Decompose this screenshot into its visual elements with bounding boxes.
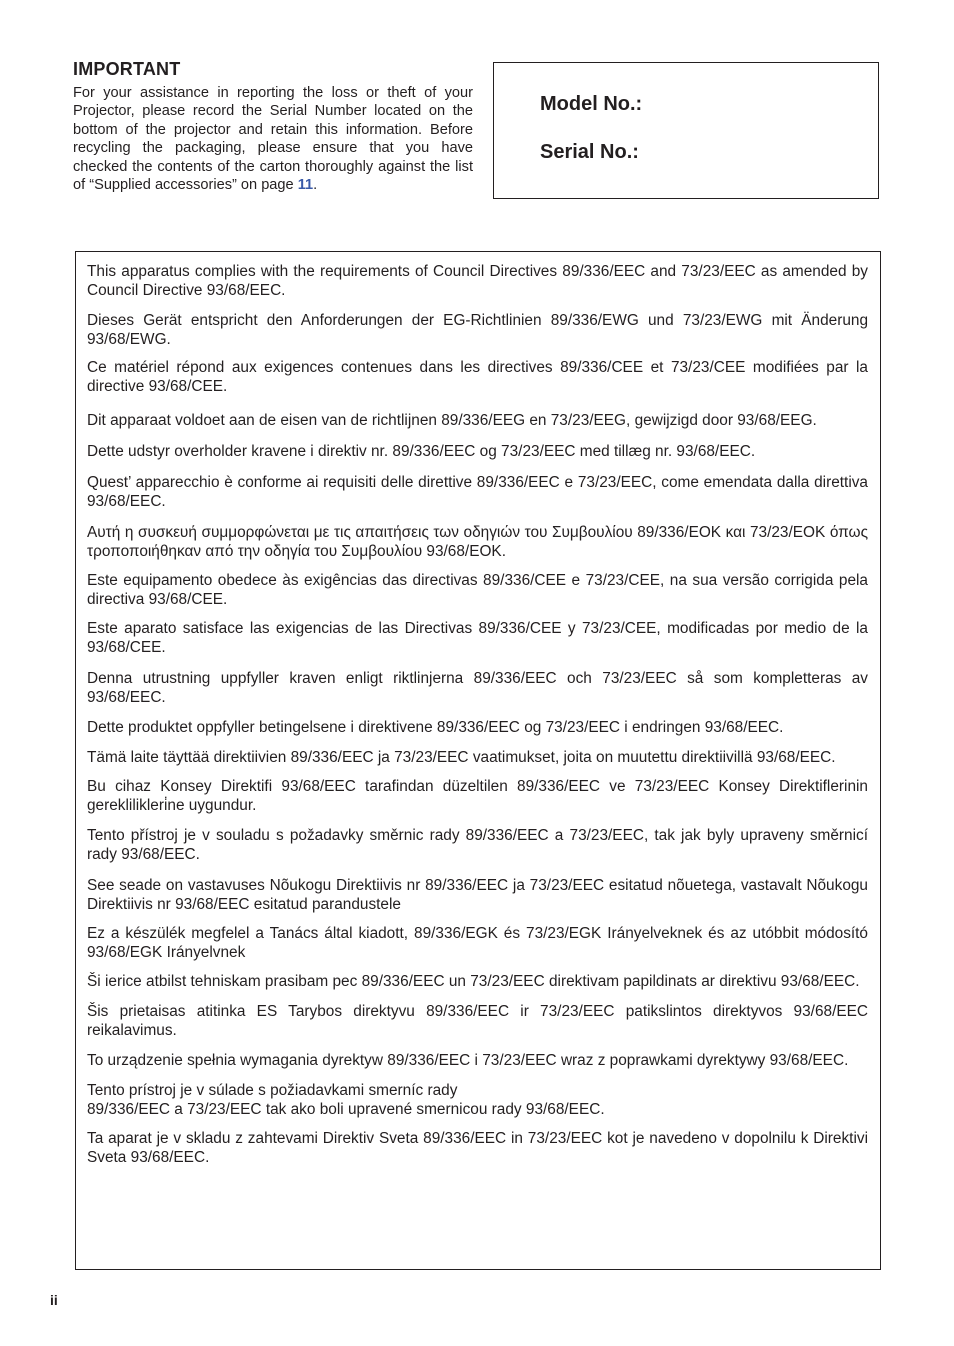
important-text-body: For your assistance in reporting the loss or theft of your Projector, please record the Serial Number located on the bottom of the projector and retain this information. Before recycling the packaging, please ensure that you have checked the contents of the carton thoroughly against the list of “Supplied accessories” on page bbox=[73, 85, 473, 194]
directive-lithuanian: Šis prietaisas atitinka ES Tarybos direktyvu 89/336/EEC ir 73/23/EEC patikslintos direktyvos 93/68/EEC reikalavimus. bbox=[87, 1003, 868, 1039]
important-notice bbox=[73, 59, 473, 194]
directive-finnish: Tämä laite täyttää direktiivien 89/336/EEC ja 73/23/EEC vaatimukset, joita on muutettu direktiivillä 93/68/EEC. bbox=[87, 749, 836, 766]
directive-polish: To urządzenie spełnia wymagania dyrektyw 89/336/EEC i 73/23/EEC wraz z poprawkami dyrektywy 93/68/EEC. bbox=[87, 1052, 849, 1069]
directive-dutch: Dit apparaat voldoet aan de eisen van de richtlijnen 89/336/EEG en 73/23/EEG, gewijzigd door 93/68/EEG. bbox=[87, 412, 817, 429]
model-number-label: Model No.: bbox=[540, 93, 643, 115]
directive-german: Dieses Gerät entspricht den Anforderungen der EG-Richtlinien 89/336/EWG und 73/23/EWG mit Änderung 93/68/EWG. bbox=[87, 312, 868, 348]
directive-danish: Dette udstyr overholder kravene i direktiv nr. 89/336/EEC og 73/23/EEC med tillæg nr. 93/68/EEC. bbox=[87, 443, 756, 460]
directive-hungarian: Ez a készülék megfelel a Tanács által kiadott, 89/336/EGK és 73/23/EGK Irányelveknek és az utóbbit módosító 93/68/EGK Irányelvnek bbox=[87, 925, 868, 961]
directive-greek: Αυτή η συσκευή συμμορφώνεται με τις απαιτήσεις των οδηγιών του Συμβουλίου 89/336/ΕΟΚ και 73/23/ΕΟΚ όπως τροποποιήθηκαν από την οδηγία του Συμβουλίου 93/68/ΕΟΚ. bbox=[87, 524, 868, 560]
directive-slovak: Tento prístroj je v súlade s požiadavkami smerníc rady 89/336/EEC a 73/23/EEC tak ako boli upravené smernicou rady 93/68/EEC. bbox=[87, 1082, 605, 1118]
directive-spanish: Este aparato satisface las exigencias de las Directivas 89/336/CEE y 73/23/CEE, modificadas por medio de la 93/68/CEE. bbox=[87, 620, 868, 656]
page-number: ii bbox=[50, 1292, 58, 1308]
directive-turkish: Bu cihaz Konsey Direktifi 93/68/EEC tarafindan düzeltilen 89/336/EEC ve 73/23/EEC Konsey Direktiflerinin gereklilikleri̇ne uygundur. bbox=[87, 778, 868, 814]
page-reference-link[interactable]: 11 bbox=[297, 177, 314, 194]
directive-latvian: Ši ierice atbilst tehniskam prasibam pec 89/336/EEC un 73/23/EEC direktivam papildinats ar direktivu 93/68/EEC. bbox=[87, 973, 860, 990]
directive-estonian: See seade on vastavuses Nõukogu Direktiivis nr 89/336/EEC ja 73/23/EEC esitatud nõuetega, vastavalt Nõukogu Direktiivis nr 93/68/EEC esitatud parandustele bbox=[87, 877, 868, 913]
model-serial-record-box bbox=[493, 62, 879, 199]
directive-norwegian: Dette produktet oppfyller betingelsene i direktivene 89/336/EEC og 73/23/EEC i endringen 93/68/EEC. bbox=[87, 719, 784, 736]
directive-french: Ce matériel répond aux exigences contenues dans les directives 89/336/CEE et 73/23/CEE modifiées par la directive 93/68/CEE. bbox=[87, 359, 868, 395]
important-text-end: . bbox=[313, 177, 318, 194]
directive-czech: Tento přístroj je v souladu s požadavky směrnic rady 89/336/EEC a 73/23/EEC, tak jak byly upraveny směrnicí rady 93/68/EEC. bbox=[87, 827, 868, 863]
eu-directives-box bbox=[75, 251, 881, 1270]
important-title: IMPORTANT bbox=[73, 59, 181, 79]
directive-swedish: Denna utrustning uppfyller kraven enligt riktlinjerna 89/336/EEC och 73/23/EEC så som kompletteras av 93/68/EEC. bbox=[87, 670, 868, 706]
important-text bbox=[73, 84, 473, 194]
directive-portuguese: Este equipamento obedece às exigências das directivas 89/336/CEE e 73/23/CEE, na sua versão corrigida pela directiva 93/68/CEE. bbox=[87, 572, 868, 608]
directive-english: This apparatus complies with the requirements of Council Directives 89/336/EEC and 73/23/EEC as amended by Council Directive 93/68/EEC. bbox=[87, 263, 868, 299]
serial-number-label: Serial No.: bbox=[540, 141, 639, 163]
directive-italian: Quest’ apparecchio è conforme ai requisiti delle direttive 89/336/EEC e 73/23/EEC, come emendata dalla direttiva 93/68/EEC. bbox=[87, 474, 868, 510]
directive-slovenian: Ta aparat je v skladu z zahtevami Direktiv Sveta 89/336/EEC in 73/23/EEC kot je navedeno v dopolnilu k Direktivi Sveta 93/68/EEC. bbox=[87, 1130, 868, 1166]
